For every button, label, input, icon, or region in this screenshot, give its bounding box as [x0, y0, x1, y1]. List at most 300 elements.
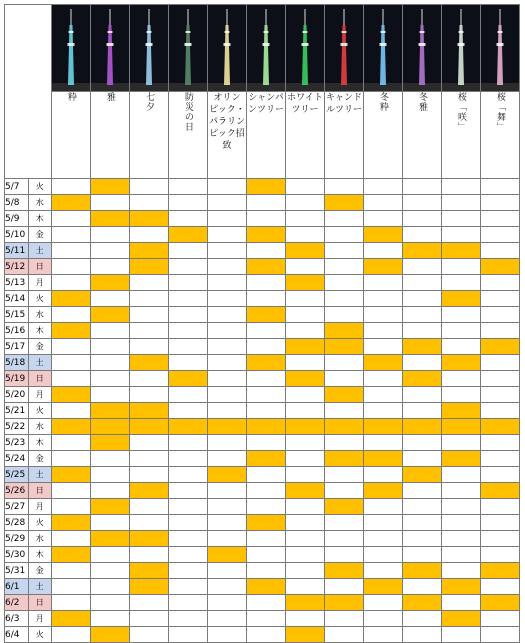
schedule-cell[interactable] [91, 227, 130, 243]
schedule-cell[interactable] [286, 291, 325, 307]
schedule-cell[interactable] [442, 323, 481, 339]
schedule-cell-lit[interactable] [169, 371, 208, 387]
schedule-cell[interactable] [325, 579, 364, 595]
schedule-cell[interactable] [208, 595, 247, 611]
schedule-cell[interactable] [364, 547, 403, 563]
schedule-cell-lit[interactable] [325, 323, 364, 339]
schedule-cell[interactable] [130, 179, 169, 195]
schedule-cell-lit[interactable] [208, 419, 247, 435]
schedule-cell-lit[interactable] [52, 195, 91, 211]
schedule-cell-lit[interactable] [91, 499, 130, 515]
schedule-cell[interactable] [403, 323, 442, 339]
schedule-cell[interactable] [403, 435, 442, 451]
schedule-cell-lit[interactable] [130, 403, 169, 419]
schedule-cell[interactable] [208, 531, 247, 547]
schedule-cell[interactable] [208, 371, 247, 387]
schedule-cell-lit[interactable] [364, 259, 403, 275]
schedule-cell[interactable] [364, 211, 403, 227]
schedule-cell-lit[interactable] [364, 419, 403, 435]
schedule-cell[interactable] [208, 515, 247, 531]
schedule-cell[interactable] [52, 483, 91, 499]
schedule-cell-lit[interactable] [481, 595, 520, 611]
schedule-cell[interactable] [364, 611, 403, 627]
schedule-cell[interactable] [481, 211, 520, 227]
schedule-cell[interactable] [403, 179, 442, 195]
schedule-cell[interactable] [481, 579, 520, 595]
schedule-cell[interactable] [364, 435, 403, 451]
schedule-cell-lit[interactable] [169, 227, 208, 243]
schedule-cell[interactable] [403, 627, 442, 643]
schedule-cell-lit[interactable] [208, 547, 247, 563]
schedule-cell[interactable] [247, 211, 286, 227]
schedule-cell[interactable] [169, 275, 208, 291]
schedule-cell[interactable] [130, 595, 169, 611]
schedule-cell[interactable] [208, 179, 247, 195]
schedule-cell[interactable] [169, 195, 208, 211]
schedule-cell[interactable] [325, 179, 364, 195]
schedule-cell-lit[interactable] [247, 451, 286, 467]
schedule-cell[interactable] [403, 291, 442, 307]
schedule-cell[interactable] [364, 339, 403, 355]
schedule-cell[interactable] [91, 371, 130, 387]
schedule-cell[interactable] [169, 499, 208, 515]
schedule-cell-lit[interactable] [286, 627, 325, 643]
schedule-cell[interactable] [442, 371, 481, 387]
schedule-cell[interactable] [247, 499, 286, 515]
schedule-cell[interactable] [442, 563, 481, 579]
schedule-cell[interactable] [247, 467, 286, 483]
schedule-cell[interactable] [247, 611, 286, 627]
schedule-cell[interactable] [208, 451, 247, 467]
schedule-cell[interactable] [403, 227, 442, 243]
schedule-cell[interactable] [364, 595, 403, 611]
schedule-cell[interactable] [481, 243, 520, 259]
schedule-cell-lit[interactable] [286, 339, 325, 355]
schedule-cell-lit[interactable] [52, 515, 91, 531]
schedule-cell[interactable] [403, 611, 442, 627]
schedule-cell[interactable] [247, 627, 286, 643]
schedule-cell-lit[interactable] [325, 419, 364, 435]
schedule-cell[interactable] [52, 595, 91, 611]
schedule-cell[interactable] [481, 499, 520, 515]
schedule-cell[interactable] [91, 355, 130, 371]
schedule-cell[interactable] [247, 531, 286, 547]
schedule-cell[interactable] [208, 339, 247, 355]
schedule-cell[interactable] [442, 227, 481, 243]
schedule-cell[interactable] [403, 259, 442, 275]
schedule-cell-lit[interactable] [364, 579, 403, 595]
schedule-cell-lit[interactable] [286, 275, 325, 291]
schedule-cell[interactable] [364, 403, 403, 419]
schedule-cell-lit[interactable] [91, 403, 130, 419]
schedule-cell-lit[interactable] [52, 467, 91, 483]
schedule-cell[interactable] [52, 499, 91, 515]
schedule-cell-lit[interactable] [481, 419, 520, 435]
schedule-cell[interactable] [286, 579, 325, 595]
schedule-cell-lit[interactable] [247, 515, 286, 531]
schedule-cell-lit[interactable] [442, 355, 481, 371]
schedule-cell[interactable] [169, 451, 208, 467]
schedule-cell-lit[interactable] [403, 467, 442, 483]
schedule-cell-lit[interactable] [130, 211, 169, 227]
schedule-cell[interactable] [247, 323, 286, 339]
schedule-cell[interactable] [91, 467, 130, 483]
schedule-cell[interactable] [325, 211, 364, 227]
schedule-cell[interactable] [208, 499, 247, 515]
schedule-cell[interactable] [208, 259, 247, 275]
schedule-cell-lit[interactable] [208, 467, 247, 483]
schedule-cell-lit[interactable] [91, 419, 130, 435]
schedule-cell[interactable] [130, 467, 169, 483]
schedule-cell[interactable] [364, 195, 403, 211]
schedule-cell[interactable] [208, 355, 247, 371]
schedule-cell-lit[interactable] [52, 419, 91, 435]
schedule-cell[interactable] [442, 307, 481, 323]
schedule-cell[interactable] [169, 435, 208, 451]
schedule-cell[interactable] [403, 275, 442, 291]
schedule-cell-lit[interactable] [325, 339, 364, 355]
schedule-cell[interactable] [325, 371, 364, 387]
schedule-cell[interactable] [208, 435, 247, 451]
schedule-cell[interactable] [442, 275, 481, 291]
schedule-cell[interactable] [130, 627, 169, 643]
schedule-cell[interactable] [481, 291, 520, 307]
schedule-cell[interactable] [169, 563, 208, 579]
schedule-cell-lit[interactable] [442, 403, 481, 419]
schedule-cell[interactable] [91, 611, 130, 627]
schedule-cell[interactable] [442, 195, 481, 211]
schedule-cell[interactable] [481, 195, 520, 211]
schedule-cell[interactable] [130, 387, 169, 403]
schedule-cell[interactable] [481, 627, 520, 643]
schedule-cell[interactable] [130, 435, 169, 451]
schedule-cell-lit[interactable] [325, 595, 364, 611]
schedule-cell[interactable] [52, 371, 91, 387]
schedule-cell[interactable] [247, 595, 286, 611]
schedule-cell[interactable] [208, 211, 247, 227]
schedule-cell[interactable] [286, 611, 325, 627]
schedule-cell[interactable] [52, 339, 91, 355]
schedule-cell[interactable] [403, 483, 442, 499]
schedule-cell[interactable] [130, 307, 169, 323]
schedule-cell[interactable] [325, 611, 364, 627]
schedule-cell-lit[interactable] [91, 627, 130, 643]
schedule-cell[interactable] [286, 227, 325, 243]
schedule-cell-lit[interactable] [91, 435, 130, 451]
schedule-cell-lit[interactable] [52, 611, 91, 627]
schedule-cell[interactable] [169, 627, 208, 643]
schedule-cell-lit[interactable] [403, 563, 442, 579]
schedule-cell[interactable] [442, 531, 481, 547]
schedule-cell[interactable] [286, 515, 325, 531]
schedule-cell[interactable] [130, 371, 169, 387]
schedule-cell[interactable] [325, 547, 364, 563]
schedule-cell[interactable] [442, 595, 481, 611]
schedule-cell[interactable] [247, 275, 286, 291]
schedule-cell[interactable] [247, 563, 286, 579]
schedule-cell[interactable] [169, 339, 208, 355]
schedule-cell[interactable] [481, 275, 520, 291]
schedule-cell[interactable] [403, 547, 442, 563]
schedule-cell[interactable] [52, 243, 91, 259]
schedule-cell[interactable] [325, 435, 364, 451]
schedule-cell[interactable] [325, 403, 364, 419]
schedule-cell[interactable] [91, 259, 130, 275]
schedule-cell[interactable] [325, 227, 364, 243]
schedule-cell[interactable] [481, 515, 520, 531]
schedule-cell[interactable] [442, 179, 481, 195]
schedule-cell[interactable] [52, 627, 91, 643]
schedule-cell[interactable] [481, 323, 520, 339]
schedule-cell-lit[interactable] [247, 259, 286, 275]
schedule-cell-lit[interactable] [442, 579, 481, 595]
schedule-cell[interactable] [403, 531, 442, 547]
schedule-cell-lit[interactable] [481, 483, 520, 499]
schedule-cell[interactable] [286, 323, 325, 339]
schedule-cell[interactable] [403, 451, 442, 467]
schedule-cell[interactable] [91, 563, 130, 579]
schedule-cell[interactable] [403, 499, 442, 515]
schedule-cell-lit[interactable] [403, 243, 442, 259]
schedule-cell[interactable] [442, 259, 481, 275]
schedule-cell-lit[interactable] [52, 291, 91, 307]
schedule-cell-lit[interactable] [364, 227, 403, 243]
schedule-cell[interactable] [247, 291, 286, 307]
schedule-cell[interactable] [130, 547, 169, 563]
schedule-cell[interactable] [481, 435, 520, 451]
schedule-cell[interactable] [325, 275, 364, 291]
schedule-cell[interactable] [91, 291, 130, 307]
schedule-cell[interactable] [91, 387, 130, 403]
schedule-cell[interactable] [130, 611, 169, 627]
schedule-cell[interactable] [481, 467, 520, 483]
schedule-cell[interactable] [364, 563, 403, 579]
schedule-cell[interactable] [442, 499, 481, 515]
schedule-cell[interactable] [286, 211, 325, 227]
schedule-cell[interactable] [442, 547, 481, 563]
schedule-cell-lit[interactable] [52, 387, 91, 403]
schedule-cell[interactable] [130, 515, 169, 531]
schedule-cell-lit[interactable] [130, 531, 169, 547]
schedule-cell[interactable] [91, 451, 130, 467]
schedule-cell-lit[interactable] [403, 371, 442, 387]
schedule-cell[interactable] [364, 387, 403, 403]
schedule-cell[interactable] [208, 387, 247, 403]
schedule-cell[interactable] [481, 531, 520, 547]
schedule-cell[interactable] [130, 195, 169, 211]
schedule-cell[interactable] [286, 179, 325, 195]
schedule-cell[interactable] [91, 339, 130, 355]
schedule-cell[interactable] [442, 435, 481, 451]
schedule-cell[interactable] [286, 499, 325, 515]
schedule-cell[interactable] [169, 483, 208, 499]
schedule-cell[interactable] [325, 307, 364, 323]
schedule-cell[interactable] [247, 547, 286, 563]
schedule-cell-lit[interactable] [364, 483, 403, 499]
schedule-cell[interactable] [403, 515, 442, 531]
schedule-cell[interactable] [403, 403, 442, 419]
schedule-cell[interactable] [169, 547, 208, 563]
schedule-cell[interactable] [403, 387, 442, 403]
schedule-cell-lit[interactable] [247, 227, 286, 243]
schedule-cell[interactable] [169, 467, 208, 483]
schedule-cell-lit[interactable] [325, 499, 364, 515]
schedule-cell-lit[interactable] [286, 483, 325, 499]
schedule-cell[interactable] [208, 307, 247, 323]
schedule-cell[interactable] [325, 627, 364, 643]
schedule-cell[interactable] [325, 515, 364, 531]
schedule-cell[interactable] [91, 483, 130, 499]
schedule-cell[interactable] [52, 227, 91, 243]
schedule-cell[interactable] [286, 531, 325, 547]
schedule-cell[interactable] [481, 371, 520, 387]
schedule-cell[interactable] [286, 467, 325, 483]
schedule-cell[interactable] [442, 467, 481, 483]
schedule-cell-lit[interactable] [91, 211, 130, 227]
schedule-cell[interactable] [52, 259, 91, 275]
schedule-cell[interactable] [208, 227, 247, 243]
schedule-cell[interactable] [52, 275, 91, 291]
schedule-cell[interactable] [364, 179, 403, 195]
schedule-cell[interactable] [247, 195, 286, 211]
schedule-cell-lit[interactable] [442, 451, 481, 467]
schedule-cell[interactable] [481, 179, 520, 195]
schedule-cell[interactable] [91, 515, 130, 531]
schedule-cell-lit[interactable] [247, 307, 286, 323]
schedule-cell[interactable] [481, 451, 520, 467]
schedule-cell[interactable] [169, 323, 208, 339]
schedule-cell-lit[interactable] [130, 243, 169, 259]
schedule-cell[interactable] [169, 531, 208, 547]
schedule-cell-lit[interactable] [52, 547, 91, 563]
schedule-cell[interactable] [169, 579, 208, 595]
schedule-cell[interactable] [208, 627, 247, 643]
schedule-cell-lit[interactable] [481, 563, 520, 579]
schedule-cell[interactable] [130, 227, 169, 243]
schedule-cell[interactable] [325, 483, 364, 499]
schedule-cell[interactable] [91, 323, 130, 339]
schedule-cell-lit[interactable] [286, 243, 325, 259]
schedule-cell[interactable] [52, 355, 91, 371]
schedule-cell[interactable] [481, 611, 520, 627]
schedule-cell-lit[interactable] [442, 611, 481, 627]
schedule-cell[interactable] [442, 483, 481, 499]
schedule-cell-lit[interactable] [364, 355, 403, 371]
schedule-cell[interactable] [247, 435, 286, 451]
schedule-cell-lit[interactable] [247, 355, 286, 371]
schedule-cell[interactable] [325, 355, 364, 371]
schedule-cell[interactable] [169, 211, 208, 227]
schedule-cell-lit[interactable] [91, 307, 130, 323]
schedule-cell-lit[interactable] [130, 259, 169, 275]
schedule-cell-lit[interactable] [130, 483, 169, 499]
schedule-cell[interactable] [130, 339, 169, 355]
schedule-cell-lit[interactable] [91, 179, 130, 195]
schedule-cell[interactable] [247, 243, 286, 259]
schedule-cell[interactable] [247, 387, 286, 403]
schedule-cell-lit[interactable] [130, 355, 169, 371]
schedule-cell[interactable] [208, 291, 247, 307]
schedule-cell[interactable] [169, 307, 208, 323]
schedule-cell[interactable] [130, 291, 169, 307]
schedule-cell[interactable] [208, 323, 247, 339]
schedule-cell[interactable] [286, 547, 325, 563]
schedule-cell-lit[interactable] [442, 243, 481, 259]
schedule-cell[interactable] [286, 307, 325, 323]
schedule-cell-lit[interactable] [364, 451, 403, 467]
schedule-cell[interactable] [403, 307, 442, 323]
schedule-cell[interactable] [208, 195, 247, 211]
schedule-cell-lit[interactable] [286, 419, 325, 435]
schedule-cell[interactable] [208, 403, 247, 419]
schedule-cell-lit[interactable] [325, 563, 364, 579]
schedule-cell[interactable] [52, 211, 91, 227]
schedule-cell[interactable] [52, 563, 91, 579]
schedule-cell[interactable] [403, 211, 442, 227]
schedule-cell[interactable] [481, 387, 520, 403]
schedule-cell[interactable] [364, 323, 403, 339]
schedule-cell[interactable] [208, 483, 247, 499]
schedule-cell-lit[interactable] [52, 323, 91, 339]
schedule-cell[interactable] [169, 243, 208, 259]
schedule-cell[interactable] [286, 451, 325, 467]
schedule-cell[interactable] [52, 403, 91, 419]
schedule-cell[interactable] [403, 579, 442, 595]
schedule-cell[interactable] [169, 403, 208, 419]
schedule-cell[interactable] [169, 179, 208, 195]
schedule-cell[interactable] [208, 563, 247, 579]
schedule-cell[interactable] [247, 339, 286, 355]
schedule-cell-lit[interactable] [169, 419, 208, 435]
schedule-cell[interactable] [91, 243, 130, 259]
schedule-cell[interactable] [325, 531, 364, 547]
schedule-cell[interactable] [91, 595, 130, 611]
schedule-cell[interactable] [286, 259, 325, 275]
schedule-cell[interactable] [169, 387, 208, 403]
schedule-cell-lit[interactable] [247, 419, 286, 435]
schedule-cell-lit[interactable] [247, 179, 286, 195]
schedule-cell-lit[interactable] [442, 291, 481, 307]
schedule-cell[interactable] [247, 371, 286, 387]
schedule-cell[interactable] [286, 435, 325, 451]
schedule-cell[interactable] [442, 627, 481, 643]
schedule-cell[interactable] [286, 195, 325, 211]
schedule-cell[interactable] [52, 435, 91, 451]
schedule-cell[interactable] [208, 275, 247, 291]
schedule-cell[interactable] [169, 259, 208, 275]
schedule-cell-lit[interactable] [403, 419, 442, 435]
schedule-cell[interactable] [169, 611, 208, 627]
schedule-cell-lit[interactable] [403, 339, 442, 355]
schedule-cell[interactable] [481, 307, 520, 323]
schedule-cell[interactable] [91, 579, 130, 595]
schedule-cell-lit[interactable] [130, 419, 169, 435]
schedule-cell[interactable] [286, 563, 325, 579]
schedule-cell[interactable] [286, 387, 325, 403]
schedule-cell[interactable] [325, 243, 364, 259]
schedule-cell[interactable] [130, 275, 169, 291]
schedule-cell[interactable] [364, 531, 403, 547]
schedule-cell[interactable] [169, 355, 208, 371]
schedule-cell-lit[interactable] [481, 259, 520, 275]
schedule-cell[interactable] [364, 627, 403, 643]
schedule-cell[interactable] [208, 579, 247, 595]
schedule-cell[interactable] [364, 499, 403, 515]
schedule-cell-lit[interactable] [481, 339, 520, 355]
schedule-cell[interactable] [364, 291, 403, 307]
schedule-cell[interactable] [325, 259, 364, 275]
schedule-cell[interactable] [442, 387, 481, 403]
